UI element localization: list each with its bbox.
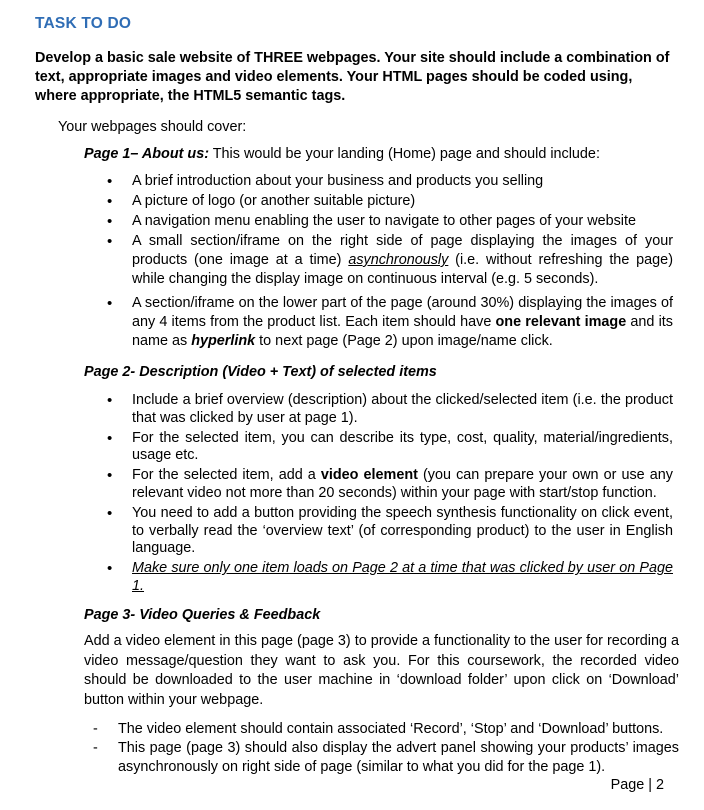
text-run: A picture of logo (or another suitable picture) xyxy=(132,193,416,209)
page1-bullet xyxy=(105,232,673,289)
page3-dash-item: - The video element should contain associated ‘Record’, ‘Stop’ and ‘Download’ buttons. xyxy=(93,720,679,738)
text-run: to next page (Page 2) upon image/name click. xyxy=(255,333,553,349)
page1-bullet-list xyxy=(105,172,673,352)
emphasized-text: hyperlink xyxy=(191,333,256,349)
page2-bullet xyxy=(105,467,673,503)
page2-bullet xyxy=(105,392,673,428)
text-run: For the selected item, add a xyxy=(132,467,321,484)
emphasized-text: Make sure only one item loads on Page 2 at a time that was clicked by user on Page 1. xyxy=(132,560,673,594)
text-run: Include a brief overview (description) about the clicked/selected item (i.e. the product that was clicked by user at page 1). xyxy=(132,392,673,426)
page1-bullet xyxy=(105,192,673,211)
page-number: Page | 2 xyxy=(610,777,664,793)
page2-title: Page 2- Description (Video + Text) of selected items xyxy=(84,364,437,380)
text-run: (you can prepare your own or use any relevant video not more than 20 seconds) within your page with start/stop function. xyxy=(132,467,673,501)
page3-dash-item: - This page (page 3) should also display the advert panel showing your products’ images asynchronously on right side of page (similar to what you did for the page 1). xyxy=(93,739,679,776)
task-heading: TASK TO DO xyxy=(35,15,132,32)
page1-bullet xyxy=(105,172,673,191)
text-run: (i.e. without refreshing the page) while changing the display image on continuous interval (e.g. 5 seconds). xyxy=(132,252,673,287)
emphasized-text: Page 1– About us: xyxy=(84,146,210,162)
should-cover-text: Your webpages should cover: xyxy=(58,119,247,135)
page2-bullet xyxy=(105,505,673,558)
text-run: A brief introduction about your business and products you selling xyxy=(132,173,544,189)
intro-paragraph: Develop a basic sale website of THREE webpages. Your site should include a combination of text, appropriate images and video elements. Your HTML pages should be coded using, where appropriate, the HTML5 semantic tags. xyxy=(35,50,670,105)
text-run: A section/iframe on the lower part of the page (around 30%) displaying the images of any 4 items from the product list. Each item should have xyxy=(132,295,673,330)
page1-title xyxy=(84,146,600,162)
page3-paragraph: Add a video element in this page (page 3) to provide a functionality to the user for recording a video message/question they want to ask you. For this coursework, the recorded video should be downloaded to the user machine in ‘download folder’ upon click on ‘Download’ button within your webpage. xyxy=(84,633,679,708)
page2-bullet-list xyxy=(105,392,673,598)
text-run: You need to add a button providing the speech synthesis functionality on click event, to verbally read the ‘overview text’ (of corresponding product) to the user in English language. xyxy=(132,504,673,557)
emphasized-text: video element xyxy=(320,467,418,484)
page3-dash-list xyxy=(93,720,679,777)
emphasized-text: asynchronously xyxy=(348,252,449,268)
text-run: For the selected item, you can describe its type, cost, quality, material/ingredients, usage etc. xyxy=(132,429,673,464)
emphasized-text: one relevant image xyxy=(495,314,627,330)
page2-bullet xyxy=(105,430,673,466)
page1-bullet xyxy=(105,212,673,231)
page2-bullet xyxy=(105,560,673,596)
page3-title: Page 3- Video Queries & Feedback xyxy=(84,607,321,623)
page1-bullet xyxy=(105,294,673,351)
text-run: A small section/iframe on the right side of page displaying the images of your products (one image at a time) xyxy=(132,233,673,268)
text-run: and its name as xyxy=(132,314,673,349)
text-run: A navigation menu enabling the user to navigate to other pages of your website xyxy=(132,213,637,229)
text-run: This would be your landing (Home) page and should include: xyxy=(209,146,600,162)
